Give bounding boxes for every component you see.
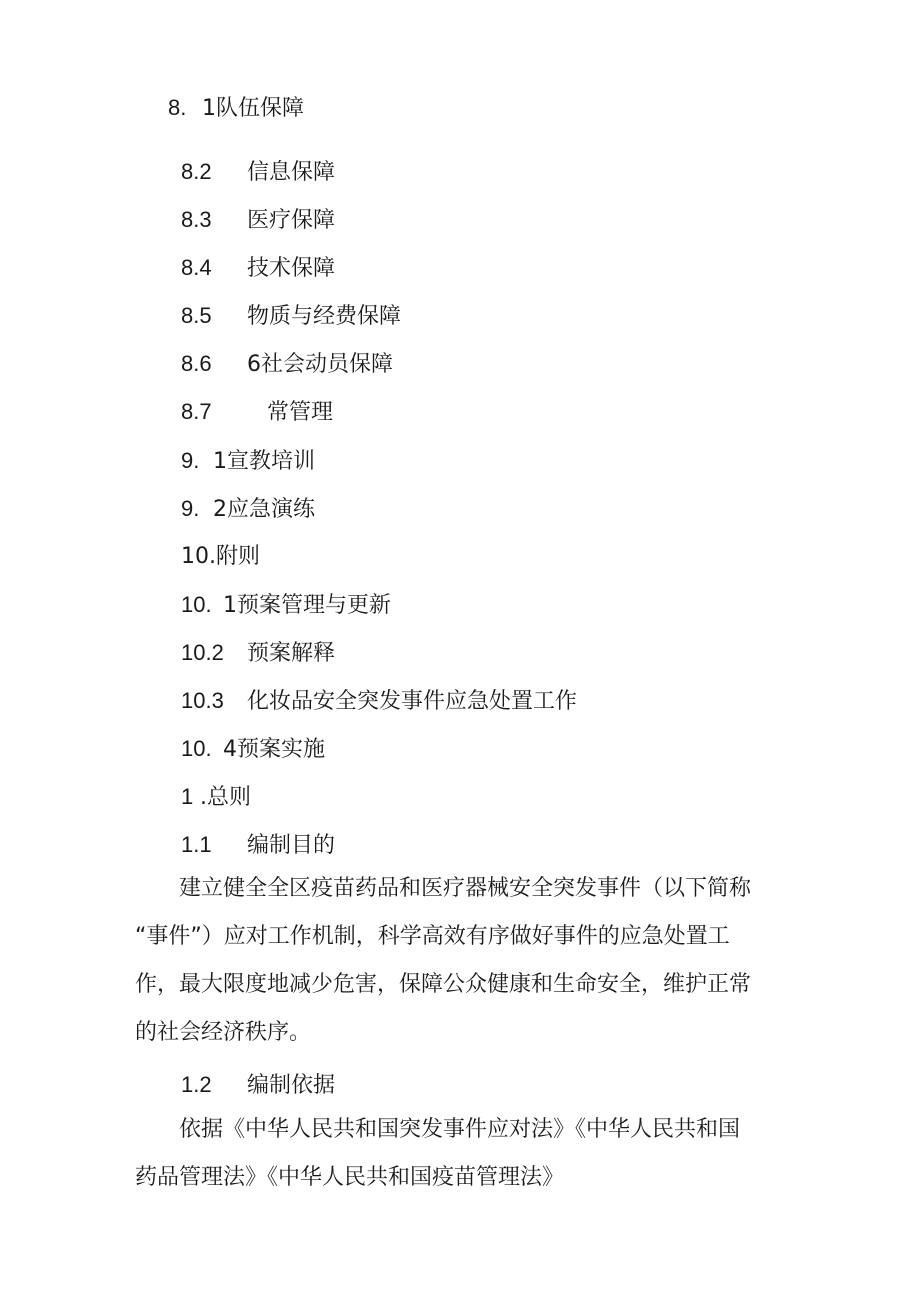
toc-number: 10. [181, 736, 212, 761]
toc-title: 常管理 [267, 400, 334, 425]
toc-number: 8.2 [181, 159, 212, 184]
toc-item-10-3 [181, 687, 577, 716]
toc-title: 预案解释 [247, 641, 336, 666]
paragraph-line: 作，最大限度地减少危害，保障公众健康和生命安全，维护正常 [135, 972, 752, 997]
section-number: 1.2 [181, 1072, 212, 1097]
toc-item-8-3 [181, 206, 335, 235]
toc-title: 1宣教培训 [213, 449, 315, 474]
toc-item-10-2 [181, 639, 335, 668]
toc-title: 化妆品安全突发事件应急处置工作 [247, 689, 578, 714]
toc-number: 8.6 [181, 351, 212, 376]
section-1-2-heading [181, 1071, 335, 1100]
toc-title: 医疗保障 [247, 208, 336, 233]
toc-title: 物质与经费保障 [247, 304, 402, 329]
toc-item-9-1 [181, 447, 315, 476]
toc-item-10-1 [181, 591, 391, 620]
toc-number: 8.5 [181, 303, 212, 328]
toc-title: 6社会动员保障 [247, 352, 393, 377]
toc-number: 8.7 [181, 399, 212, 424]
section-1-2-paragraph [135, 1106, 795, 1202]
section-1-1-paragraph [135, 865, 795, 1057]
toc-title: 编制目的 [247, 833, 336, 858]
toc-number: 10.3 [181, 688, 224, 713]
toc-number: 8. [168, 95, 187, 120]
toc-item-9-2 [181, 495, 315, 524]
toc-item-10 [181, 543, 260, 571]
toc-number: 8.4 [181, 255, 212, 280]
toc-number: 10.2 [181, 640, 224, 665]
toc-item-8-2 [181, 158, 335, 187]
toc-item-8-5 [181, 302, 401, 331]
toc-item-10-4 [181, 735, 325, 764]
section-1-heading [181, 783, 251, 812]
toc-title: 技术保障 [247, 256, 336, 281]
toc-number: 1.1 [181, 832, 212, 857]
toc-item-8-1 [168, 94, 304, 123]
toc-title: 1队伍保障 [202, 96, 304, 121]
toc-item-8-6 [181, 350, 393, 379]
paragraph-line: 的社会经济秩序。 [135, 1020, 312, 1045]
toc-title: 信息保障 [247, 160, 336, 185]
toc-number: 10. [181, 592, 212, 617]
toc-title: 4预案实施 [223, 737, 325, 762]
paragraph-line: 建立健全全区疫苗药品和医疗器械安全突发事件（以下简称 [179, 876, 752, 901]
toc-title: 1预案管理与更新 [223, 593, 391, 618]
paragraph-line: 依据《中华人民共和国突发事件应对法》《中华人民共和国 [179, 1117, 741, 1142]
toc-number: 9. [181, 448, 200, 473]
paragraph-line: 药品管理法》《中华人民共和国疫苗管理法》 [135, 1165, 565, 1190]
toc-number: 9. [181, 496, 200, 521]
toc-number: 10.附则 [181, 544, 260, 569]
toc-item-8-4 [181, 254, 335, 283]
toc-title: 2应急演练 [213, 497, 315, 522]
toc-item-8-7 [181, 398, 333, 427]
toc-number: 8.3 [181, 207, 212, 232]
paragraph-line: “事件”）应对工作机制，科学高效有序做好事件的应急处置工 [135, 924, 730, 949]
toc-title: .总则 [200, 785, 251, 810]
section-1-1-heading [181, 831, 335, 860]
toc-number: 1 [181, 784, 194, 809]
section-title: 编制依据 [247, 1073, 336, 1098]
